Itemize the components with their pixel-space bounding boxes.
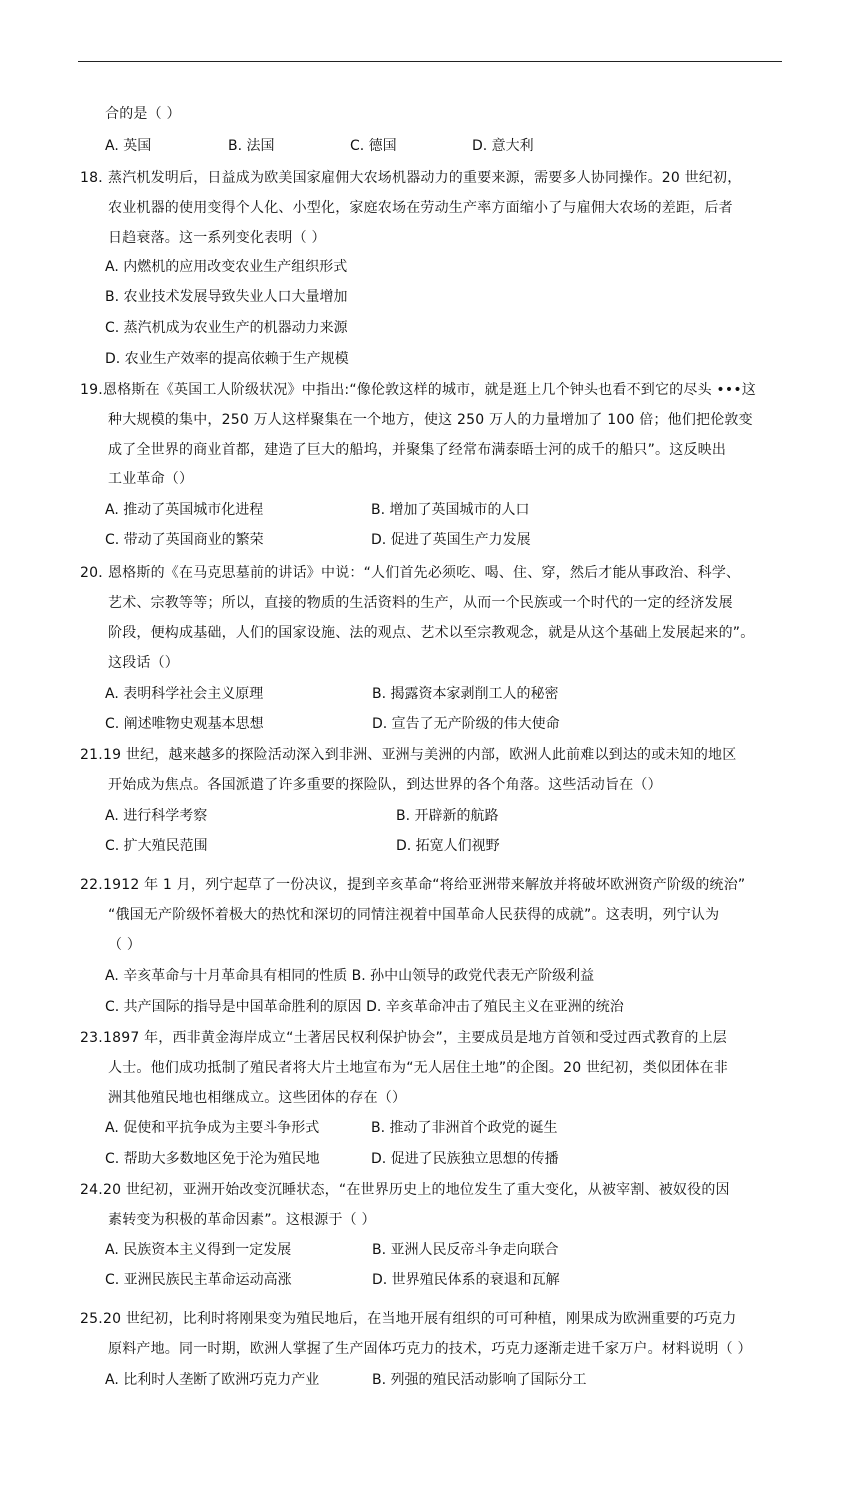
q23-stem-line-2: 人士。他们成功抵制了殖民者将大片土地宣布为“无人居住土地”的企图。20 世纪初，类似团体在非 [108,1060,728,1076]
q17-option-a: A. 英国 [105,138,152,154]
q21-option-c: C. 扩大殖民范围 [105,838,208,854]
q21-number: 21. [80,747,103,763]
q21-option-d: D. 拓宽人们视野 [396,838,500,854]
q18-option-d: D. 农业生产效率的提高依赖于生产规模 [105,351,349,367]
q24-number: 24. [80,1182,103,1198]
q23-option-d: D. 促进了民族独立思想的传播 [371,1151,559,1167]
q24-stem-line-1: 20 世纪初，亚洲开始改变沉睡状态，“在世界历史上的地位发生了重大变化，从被宰割、被奴役的因 [103,1182,730,1198]
q20-option-b: B. 揭露资本家剥削工人的秘密 [372,686,559,702]
q22-stem-line-1: 1912 年 1 月，列宁起草了一份决议，提到辛亥革命“将给亚洲带来解放并将破坏欧洲资产阶级的统治” [103,877,746,893]
q20-stem-line-1: 恩格斯的《在马克思墓前的讲话》中说：“人们首先必须吃、喝、住、穿，然后才能从事政治、科学、 [108,565,741,581]
q24-option-d: D. 世界殖民体系的衰退和瓦解 [372,1272,560,1288]
q19-option-a: A. 推动了英国城市化进程 [105,502,264,518]
q17-option-d: D. 意大利 [472,138,534,154]
q19-stem-line-3: 成了全世界的商业首都，建造了巨大的船坞，并聚集了经常布满泰晤士河的成千的船只”。这反映出 [108,442,727,458]
q25-option-b: B. 列强的殖民活动影响了国际分工 [372,1372,587,1388]
q22-number: 22. [80,877,103,893]
q18-stem-line-3: 日趋衰落。这一系列变化表明（ ） [108,230,326,246]
q19-option-c: C. 带动了英国商业的繁荣 [105,532,264,548]
header-rule [78,61,782,62]
q17-continuation: 合的是（ ） [105,106,181,122]
q21-stem-line-1: 19 世纪，越来越多的探险活动深入到非洲、亚洲与美洲的内部，欧洲人此前难以到达的或未知的地区 [103,747,737,763]
q20-option-c: C. 阐述唯物史观基本思想 [105,716,264,732]
q22-option-cd: C. 共产国际的指导是中国革命胜利的原因 D. 辛亥革命冲击了殖民主义在亚洲的统治 [105,999,624,1015]
q21-option-b: B. 开辟新的航路 [396,808,499,824]
q19-option-b: B. 增加了英国城市的人口 [371,502,530,518]
q20-stem-line-4: 这段话（） [108,655,179,671]
q18-option-a: A. 内燃机的应用改变农业生产组织形式 [105,259,348,275]
q18-option-c: C. 蒸汽机成为农业生产的机器动力来源 [105,320,348,336]
q24-option-b: B. 亚洲人民反帝斗争走向联合 [372,1242,559,1258]
q25-number: 25. [80,1311,103,1327]
q19-stem-line-1: 恩格斯在《英国工人阶级状况》中指出:“像伦敦这样的城市，就是逛上几个钟头也看不到它的尽头 •••这 [103,382,756,398]
q20-option-a: A. 表明科学社会主义原理 [105,686,264,702]
q24-option-a: A. 民族资本主义得到一定发展 [105,1242,292,1258]
q23-stem-line-3: 洲其他殖民地也相继成立。这些团体的存在（） [108,1090,407,1106]
q20-number: 20． [80,565,113,581]
q25-stem-line-2: 原料产地。同一时期，欧洲人掌握了生产固体巧克力的技术，巧克力逐渐走进千家万户。材料说明（ ） [108,1341,752,1357]
q23-option-c: C. 帮助大多数地区免于沦为殖民地 [105,1151,320,1167]
q19-stem-line-2: 种大规模的集中，250 万人这样聚集在一个地方，使这 250 万人的力量增加了 100 倍；他们把伦敦变 [108,412,753,428]
q18-stem-line-1: 蒸汽机发明后，日益成为欧美国家雇佣大农场机器动力的重要来源，需要多人协同操作。20 世纪初， [108,170,742,186]
q23-number: 23. [80,1030,103,1046]
q24-stem-line-2: 素转变为积极的革命因素”。这根源于（ ） [108,1212,376,1228]
q18-number: 18． [80,170,113,186]
q22-stem-line-3: （ ） [108,937,142,953]
q19-stem-line-4: 工业革命（） [108,471,194,487]
q22-stem-line-2: “俄国无产阶级怀着极大的热忱和深切的同情注视着中国革命人民获得的成就”。这表明，列宁认为 [108,907,720,923]
q20-stem-line-2: 艺术、宗教等等；所以，直接的物质的生活资料的生产，从而一个民族或一个时代的一定的经济发展 [108,595,733,611]
q21-stem-line-2: 开始成为焦点。各国派遣了许多重要的探险队，到达世界的各个角落。这些活动旨在（） [108,777,662,793]
q17-option-c: C. 德国 [350,138,397,154]
q18-option-b: B. 农业技术发展导致失业人口大量增加 [105,289,348,305]
q24-option-c: C. 亚洲民族民主革命运动高涨 [105,1272,292,1288]
q25-stem-line-1: 20 世纪初，比利时将刚果变为殖民地后，在当地开展有组织的可可种植，刚果成为欧洲重要的巧克力 [103,1311,737,1327]
q19-option-d: D. 促进了英国生产力发展 [371,532,531,548]
q22-option-ab: A. 辛亥革命与十月革命具有相同的性质 B. 孙中山领导的政党代表无产阶级利益 [105,968,595,984]
q25-option-a: A. 比利时人垄断了欧洲巧克力产业 [105,1372,320,1388]
q23-option-a: A. 促使和平抗争成为主要斗争形式 [105,1120,320,1136]
q17-option-b: B. 法国 [228,138,275,154]
q19-number: 19. [80,382,103,398]
q20-stem-line-3: 阶段，便构成基础，人们的国家设施、法的观点、艺术以至宗教观念，就是从这个基础上发展起来的”。 [108,625,755,641]
q18-stem-line-2: 农业机器的使用变得个人化、小型化，家庭农场在劳动生产率方面缩小了与雇佣大农场的差距，后者 [108,200,733,216]
q20-option-d: D. 宣告了无产阶级的伟大使命 [372,716,560,732]
q23-option-b: B. 推动了非洲首个政党的诞生 [371,1120,558,1136]
q21-option-a: A. 进行科学考察 [105,808,208,824]
q23-stem-line-1: 1897 年，西非黄金海岸成立“土著居民权利保护协会”，主要成员是地方首领和受过西式教育的上层 [103,1030,727,1046]
